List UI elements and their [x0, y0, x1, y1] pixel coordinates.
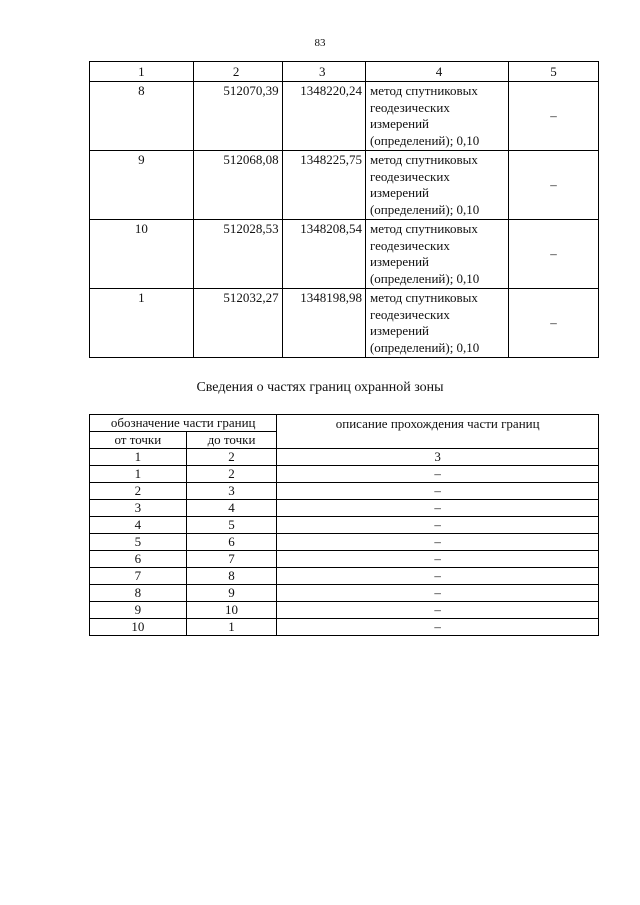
- table-row: [90, 517, 599, 534]
- table-row: [90, 551, 599, 568]
- method-line: метод спутниковых: [369, 221, 478, 236]
- method-line: метод спутниковых: [369, 83, 478, 98]
- description-cell: –: [277, 483, 599, 500]
- header-group-cell: обозначение части границ: [90, 415, 277, 432]
- to-point-cell: 3: [186, 483, 277, 500]
- to-point-cell: 2: [186, 466, 277, 483]
- from-point-cell: 4: [90, 517, 187, 534]
- method-line: измерений: [369, 185, 430, 200]
- table-row: [90, 619, 599, 636]
- description-cell: –: [277, 551, 599, 568]
- point-cell: 9: [90, 151, 194, 220]
- table-row: [90, 602, 599, 619]
- method-line: (определений); 0,10: [369, 132, 480, 148]
- x-coordinate-cell: 512070,39: [193, 82, 282, 151]
- from-point-cell: 3: [90, 500, 187, 517]
- header-cell: 2: [193, 62, 282, 82]
- table-row: [90, 483, 599, 500]
- point-cell: 10: [90, 220, 194, 289]
- table-row: [90, 500, 599, 517]
- to-point-cell: 6: [186, 534, 277, 551]
- method-line: измерений: [369, 116, 430, 131]
- to-point-cell: 1: [186, 619, 277, 636]
- note-cell: –: [508, 289, 598, 358]
- from-point-cell: 2: [90, 483, 187, 500]
- index-cell: 1: [90, 449, 187, 466]
- table-row: [90, 534, 599, 551]
- header-cell: 4: [365, 62, 508, 82]
- index-cell: 2: [186, 449, 277, 466]
- header-from-cell: от точки: [90, 432, 187, 449]
- parts-index-row: [90, 449, 599, 466]
- from-point-cell: 5: [90, 534, 187, 551]
- header-cell: 1: [90, 62, 194, 82]
- method-line: геодезических: [369, 237, 450, 253]
- method-line: (определений); 0,10: [369, 339, 480, 355]
- x-coordinate-cell: 512068,08: [193, 151, 282, 220]
- from-point-cell: 7: [90, 568, 187, 585]
- note-cell: –: [508, 220, 598, 289]
- method-line: измерений: [369, 323, 430, 338]
- description-cell: –: [277, 500, 599, 517]
- y-coordinate-cell: 1348198,98: [282, 289, 365, 358]
- method-line: геодезических: [369, 168, 450, 184]
- method-cell: [365, 289, 508, 358]
- to-point-cell: 10: [186, 602, 277, 619]
- table-row: [90, 585, 599, 602]
- to-point-cell: 8: [186, 568, 277, 585]
- table-row: [90, 82, 599, 151]
- coordinates-header-row: [90, 62, 599, 82]
- header-cell: 5: [508, 62, 598, 82]
- from-point-cell: 10: [90, 619, 187, 636]
- point-cell: 8: [90, 82, 194, 151]
- to-point-cell: 7: [186, 551, 277, 568]
- note-cell: –: [508, 82, 598, 151]
- index-cell: 3: [277, 449, 599, 466]
- method-line: метод спутниковых: [369, 290, 478, 305]
- from-point-cell: 6: [90, 551, 187, 568]
- method-line: (определений); 0,10: [369, 201, 480, 217]
- table-row: [90, 568, 599, 585]
- note-cell: –: [508, 151, 598, 220]
- boundary-parts-table: [89, 414, 599, 636]
- from-point-cell: 9: [90, 602, 187, 619]
- section-title: Сведения о частях границ охранной зоны: [196, 380, 444, 395]
- from-point-cell: 8: [90, 585, 187, 602]
- description-cell: –: [277, 534, 599, 551]
- y-coordinate-cell: 1348208,54: [282, 220, 365, 289]
- method-cell: [365, 151, 508, 220]
- method-cell: [365, 82, 508, 151]
- method-line: измерений: [369, 254, 430, 269]
- parts-header-row: [90, 415, 599, 432]
- description-cell: –: [277, 517, 599, 534]
- description-cell: –: [277, 466, 599, 483]
- to-point-cell: 4: [186, 500, 277, 517]
- y-coordinate-cell: 1348220,24: [282, 82, 365, 151]
- table-row: [90, 151, 599, 220]
- method-line: геодезических: [369, 306, 450, 322]
- table-row: [90, 220, 599, 289]
- header-to-cell: до точки: [186, 432, 277, 449]
- method-line: геодезических: [369, 99, 450, 115]
- table-row: [90, 466, 599, 483]
- table-row: [90, 289, 599, 358]
- to-point-cell: 5: [186, 517, 277, 534]
- description-cell: –: [277, 568, 599, 585]
- to-point-cell: 9: [186, 585, 277, 602]
- method-cell: [365, 220, 508, 289]
- x-coordinate-cell: 512032,27: [193, 289, 282, 358]
- header-cell: 3: [282, 62, 365, 82]
- header-desc-cell: описание прохождения части границ: [277, 415, 599, 449]
- description-cell: –: [277, 585, 599, 602]
- point-cell: 1: [90, 289, 194, 358]
- coordinates-table: [89, 61, 599, 358]
- x-coordinate-cell: 512028,53: [193, 220, 282, 289]
- page-number: 83: [314, 37, 326, 49]
- from-point-cell: 1: [90, 466, 187, 483]
- description-cell: –: [277, 602, 599, 619]
- y-coordinate-cell: 1348225,75: [282, 151, 365, 220]
- method-line: метод спутниковых: [369, 152, 478, 167]
- method-line: (определений); 0,10: [369, 270, 480, 286]
- description-cell: –: [277, 619, 599, 636]
